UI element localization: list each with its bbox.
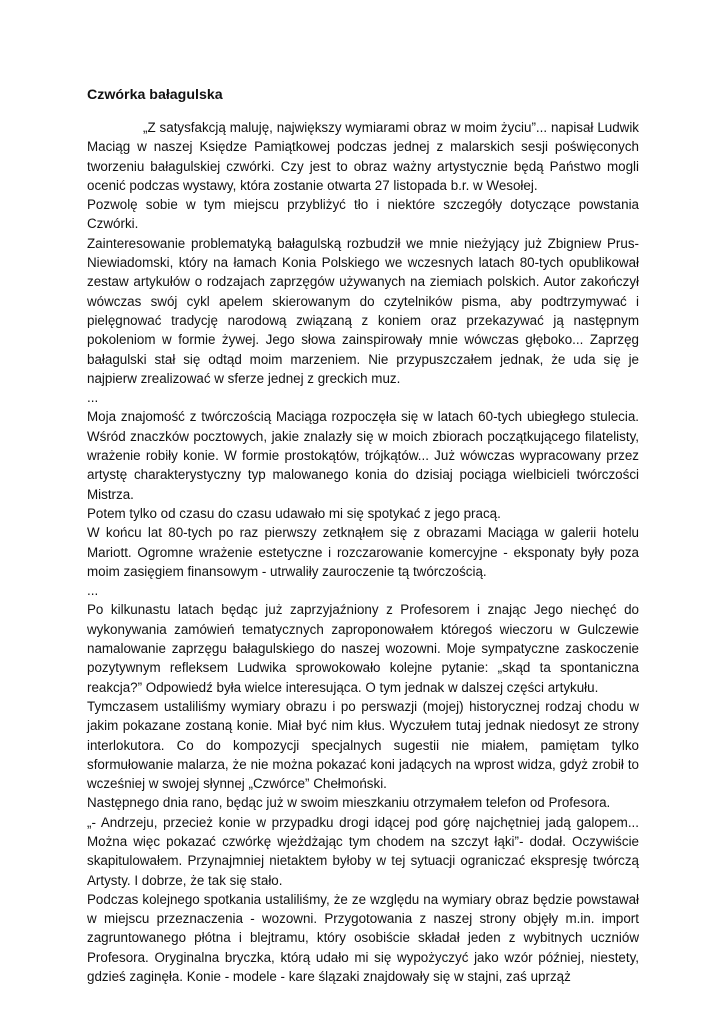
- paragraph: Moja znajomość z twórczością Maciąga rozpoczęła się w latach 60-tych ubiegłego stulecia. Wśród znaczków pocztowych, jakie znalazły się w moich zbiorach początkującego filatelisty, wrażenie robiły konie. W formie prostokątów, trójkątów... Już wówczas wypracowany przez artystę charakterystyczny typ malowanego konia do dzisiaj pociąga wielbicieli twórczości Mistrza.: [87, 409, 639, 502]
- document-title: Czwórka bałagulska: [87, 87, 223, 103]
- paragraph: W końcu lat 80-tych po raz pierwszy zetknąłem się z obrazami Maciąga w galerii hotelu Mariott. Ogromne wrażenie estetyczne i rozczarowanie komercyjne - eksponaty były poza moim zasięgiem finansowym - utrwaliły zauroczenie tą twórczością.: [87, 525, 639, 579]
- paragraph: Pozwolę sobie w tym miejscu przybliżyć tło i niektóre szczegóły dotyczące powstania Czwórki.: [87, 197, 639, 232]
- paragraph: „- Andrzeju, przecież konie w przypadku drogi idącej pod górę najchętniej jadą galopem... Można więc pokazać czwórkę wjeżdżając tym chodem na szczyt łąki”- dodał. Oczywiście skapitulowałem. Przynajmniej nietaktem byłoby w tej sytuacji ograniczać ekspresję twórczą Artysty. I dobrze, że tak się stało.: [87, 814, 639, 888]
- paragraph: „Z satysfakcją maluję, największy wymiarami obraz w moim życiu”... napisał Ludwik Maciąg w naszej Księdze Pamiątkowej podczas jednej z malarskich sesji poświęconych tworzeniu bałagulskiej czwórki. Czy jest to obraz ważny artystycznie będą Państwo mogli ocenić podczas wystawy, która zostanie otwarta 27 listopada b.r. w Wesołej.: [87, 120, 639, 193]
- paragraph: ...: [87, 583, 99, 599]
- paragraph: Potem tylko od czasu do czasu udawało mi się spotykać z jego pracą.: [87, 505, 501, 521]
- document-page: [87, 86, 639, 986]
- paragraph: Następnego dnia rano, będąc już w swoim mieszkaniu otrzymałem telefon od Profesora.: [87, 795, 611, 811]
- paragraph: Po kilkunastu latach będąc już zaprzyjaźniony z Profesorem i znając Jego niechęć do wykonywania zamówień tematycznych zaproponowałem któregoś wieczoru w Gulczewie namalowanie zaprzęgu bałagulskiego do naszej wozowni. Moje sympatyczne zaskoczenie pozytywnym refleksem Ludwika sprowokowało kolejne pytanie: „skąd ta spontaniczna reakcja?” Odpowiedź była wielce interesująca. O tym jednak w dalszej części artykułu.: [87, 602, 639, 695]
- paragraph: Tymczasem ustaliliśmy wymiary obrazu i po perswazji (mojej) historycznej rodzaj chodu w jakim pokazane zostaną konie. Miał być nim kłus. Wyczułem tutaj jednak niedosyt ze strony interlokutora. Co do kompozycji specjalnych sugestii nie miałem, pamiętam tylko sformułowanie malarza, że nie można pokazać koni jadących na wprost widza, gdyż zrobił to wcześniej w swojej słynnej „Czwórce” Chełmoński.: [87, 698, 639, 792]
- paragraph: Zainteresowanie problematyką bałagulską rozbudził we mnie nieżyjący już Zbigniew Prus-Niewiadomski, który na łamach Konia Polskiego we wczesnych latach 80-tych opublikował zestaw artykułów o rodzajach zaprzęgów używanych na ziemiach polskich. Autor zakończył wówczas swój cykl apelem skierowanym do czytelników pisma, aby podtrzymywać i pielęgnować tradycję narodową związaną z koniem oraz przekazywać ją następnym pokoleniom w formie żywej. Jego słowa zainspirowały mnie wówczas głęboko... Zaprzęg bałagulski stał się odtąd moim marzeniem. Nie przypuszczałem jednak, że uda się je najpierw zrealizować w sferze jednej z greckich muz.: [87, 235, 639, 386]
- document-body: [87, 118, 639, 986]
- paragraph: Podczas kolejnego spotkania ustaliliśmy, że ze względu na wymiary obraz będzie powstawał w miejscu przeznaczenia - wozowni. Przygotowania z naszej strony objęły m.in. import zagruntowanego płótna i blejtramu, który osobiście składał jeden z wybitnych uczniów Profesora. Oryginalna bryczka, którą udało mi się wypożyczyć jako wzór później, niestety, gdzieś zaginęła. Konie - modele - kare ślązaki znajdowały się w stajni, zaś uprząż: [87, 891, 639, 985]
- paragraph: ...: [87, 390, 99, 406]
